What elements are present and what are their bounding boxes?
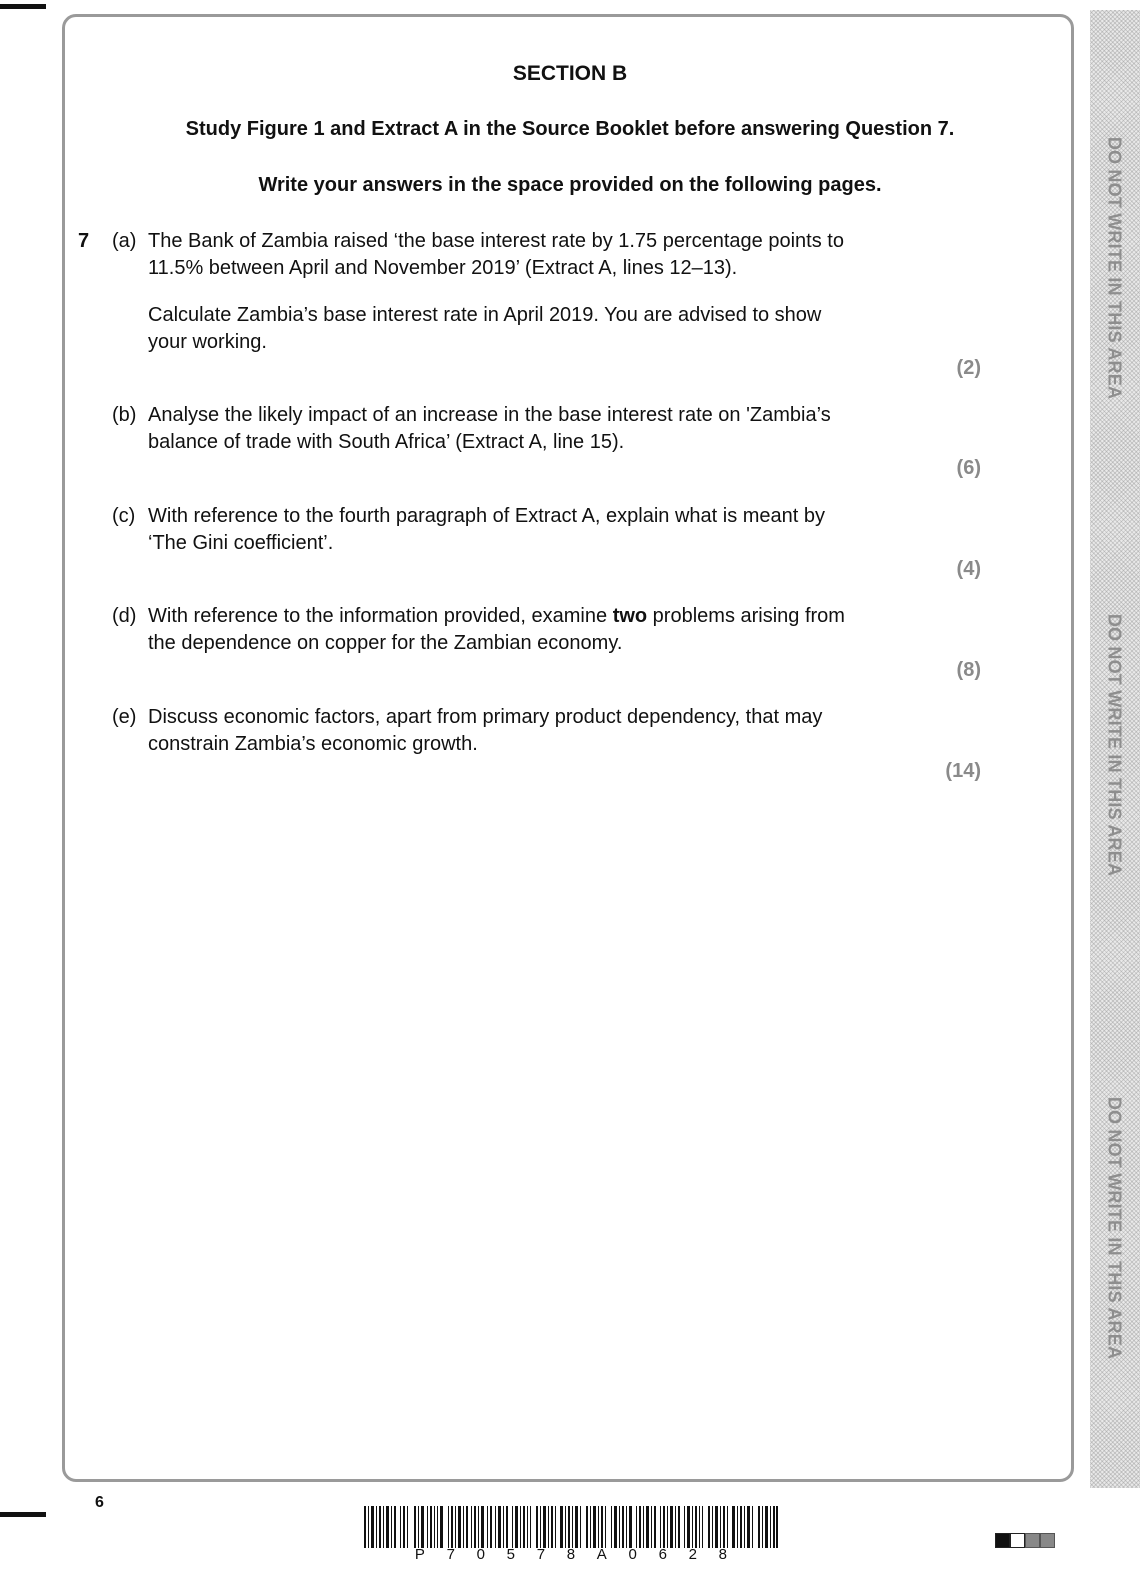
part-label-a: (a): [112, 230, 137, 252]
barcode-char: 2: [688, 1546, 697, 1563]
barcode-char: 6: [658, 1546, 667, 1563]
part-a-line-1: The Bank of Zambia raised ‘the base interest rate by 1.75 percentage points to: [148, 230, 844, 252]
page-number: 6: [95, 1494, 104, 1511]
barcode-char: A: [596, 1546, 607, 1563]
part-label-e: (e): [112, 706, 137, 728]
barcode-char: P: [414, 1546, 425, 1563]
barcode-char: 7: [536, 1546, 546, 1563]
corner-mark-bottom: [0, 1512, 46, 1517]
page-marker-squares: [995, 1533, 1055, 1548]
part-d-line-1-end: problems arising from: [647, 605, 845, 627]
instruction-write: Write your answers in the space provided on the following pages.: [258, 174, 882, 196]
barcode-text: [364, 1546, 778, 1563]
part-label-b: (b): [112, 404, 137, 426]
section-title: SECTION B: [512, 62, 628, 85]
part-a-extra-line-1: Calculate Zambia’s base interest rate in April 2019. You are advised to show: [148, 304, 822, 326]
part-a-line-2: 11.5% between April and November 2019’ (Extract A, lines 12–13).: [148, 257, 738, 279]
question-number: 7: [78, 230, 90, 252]
barcode: [364, 1506, 778, 1548]
part-e-line-2: constrain Zambia’s economic growth.: [148, 733, 478, 755]
barcode-char: 5: [506, 1546, 515, 1563]
marker-square-black: [995, 1533, 1010, 1548]
marker-square-white: [1010, 1533, 1025, 1548]
instruction-study: Study Figure 1 and Extract A in the Source Booklet before answering Question 7.: [185, 118, 955, 140]
part-e-line-1: Discuss economic factors, apart from primary product dependency, that may: [148, 706, 823, 728]
part-a-extra-line-2: your working.: [148, 331, 267, 353]
marks-e: (14): [945, 760, 981, 782]
marks-b: (6): [956, 457, 981, 479]
marks-a: (2): [956, 357, 981, 379]
part-d-emphasis: two: [612, 605, 648, 627]
barcode-char: 0: [476, 1546, 485, 1563]
part-label-c: (c): [112, 505, 136, 527]
part-d-line-1-start: With reference to the information provided, examine: [148, 605, 613, 627]
part-c-line-2: ‘The Gini coefficient’.: [148, 532, 334, 554]
marker-square-gray: [1040, 1533, 1055, 1548]
part-label-d: (d): [112, 605, 137, 627]
marks-d: (8): [956, 659, 981, 681]
part-b-line-2: balance of trade with South Africa’ (Extract A, line 15).: [148, 431, 625, 453]
part-b-line-1: Analyse the likely impact of an increase in the base interest rate on 'Zambia’s: [148, 404, 831, 426]
corner-mark-top: [0, 4, 46, 9]
marker-square-gray: [1025, 1533, 1040, 1548]
barcode-char: 8: [566, 1546, 576, 1563]
barcode-char: 8: [718, 1546, 727, 1563]
barcode-char: 7: [446, 1546, 455, 1563]
marks-c: (4): [956, 558, 981, 580]
part-d-line-1: [148, 603, 845, 630]
barcode-char: 0: [628, 1546, 637, 1563]
part-d-line-2: the dependence on copper for the Zambian economy.: [148, 632, 623, 654]
part-c-line-1: With reference to the fourth paragraph of Extract A, explain what is meant by: [148, 505, 826, 527]
